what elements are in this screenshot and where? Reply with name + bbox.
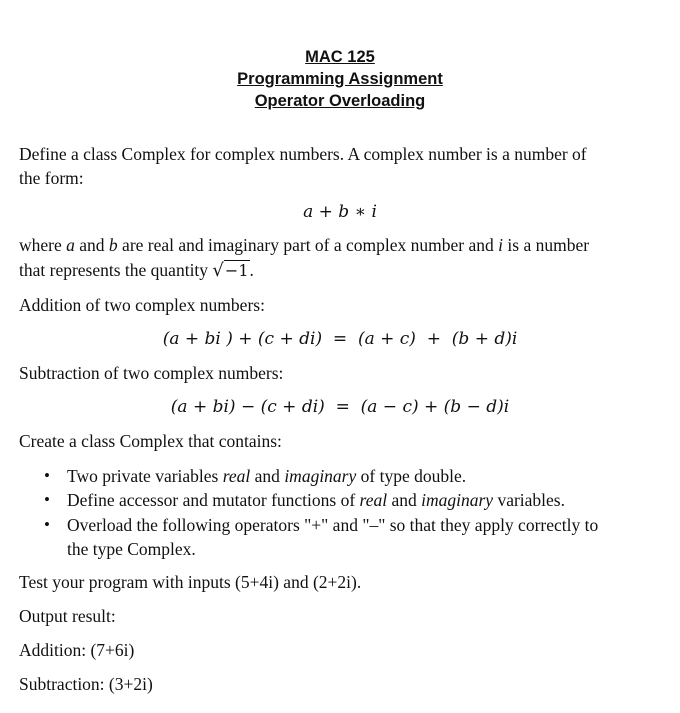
- subtraction-formula: (a + bi) − (c + di) = (a − c) + (b − d)i: [170, 397, 510, 417]
- bullet-item-2: [67, 488, 652, 512]
- sqrt-symbol: √: [212, 260, 224, 281]
- where-text-1: where: [19, 235, 67, 255]
- square-root: [212, 259, 249, 283]
- sqrt-argument: −1: [224, 261, 249, 280]
- addition-result: Addition: (7+6i): [19, 640, 135, 660]
- create-heading: Create a class Complex that contains:: [19, 431, 282, 451]
- test-instruction: Test your program with inputs (5+4i) and (2+2i).: [19, 572, 362, 592]
- bullet-1-text-3: of type double.: [356, 466, 467, 486]
- addition-formula: (a + bi ) + (c + di) = (a + c) + (b + d)i: [162, 329, 518, 349]
- bullet-1-real: real: [222, 466, 251, 486]
- output-heading: Output result:: [19, 606, 116, 626]
- where-text-4: is a number: [503, 235, 590, 255]
- where-line-1: [19, 233, 644, 257]
- bullet-2-real: real: [359, 490, 388, 510]
- bullet-marker-2: •: [44, 490, 50, 509]
- bullet-1-text-2: and: [250, 466, 285, 486]
- where-text-3: are real and imaginary part of a complex number and: [117, 235, 499, 255]
- subtraction-result: Subtraction: (3+2i): [19, 674, 153, 694]
- where-line-2-text: that represents the quantity: [19, 260, 213, 280]
- where-text-2: and: [74, 235, 109, 255]
- bullet-item-3-line-1: Overload the following operators "+" and "–" so that they apply correctly to: [67, 515, 599, 535]
- complex-number-formula: a + b ∗ i: [303, 202, 377, 222]
- intro-line-1: Define a class Complex for complex numbers. A complex number is a number of: [19, 144, 587, 164]
- var-b: b: [108, 235, 118, 255]
- bullet-item-3-line-2: the type Complex.: [67, 539, 196, 559]
- course-code: MAC 125: [305, 48, 375, 66]
- where-end: .: [249, 260, 254, 280]
- bullet-2-text-1: Define accessor and mutator functions of: [67, 490, 360, 510]
- bullet-2-text-3: variables.: [493, 490, 565, 510]
- bullet-2-text-2: and: [387, 490, 422, 510]
- bullet-marker-1: •: [44, 466, 50, 485]
- var-a: a: [66, 235, 75, 255]
- subtraction-heading: Subtraction of two complex numbers:: [19, 363, 284, 383]
- bullet-1-imaginary: imaginary: [284, 466, 357, 486]
- bullet-2-imaginary: imaginary: [421, 490, 494, 510]
- bullet-item-1: [67, 464, 652, 488]
- assignment-topic: Operator Overloading: [254, 92, 426, 110]
- addition-heading: Addition of two complex numbers:: [19, 295, 265, 315]
- where-line-2: [19, 258, 644, 283]
- bullet-marker-3: •: [44, 515, 50, 534]
- bullet-1-text-1: Two private variables: [67, 466, 223, 486]
- intro-line-2: the form:: [19, 168, 84, 188]
- assignment-title: Programming Assignment: [237, 70, 443, 88]
- var-i: i: [498, 235, 504, 255]
